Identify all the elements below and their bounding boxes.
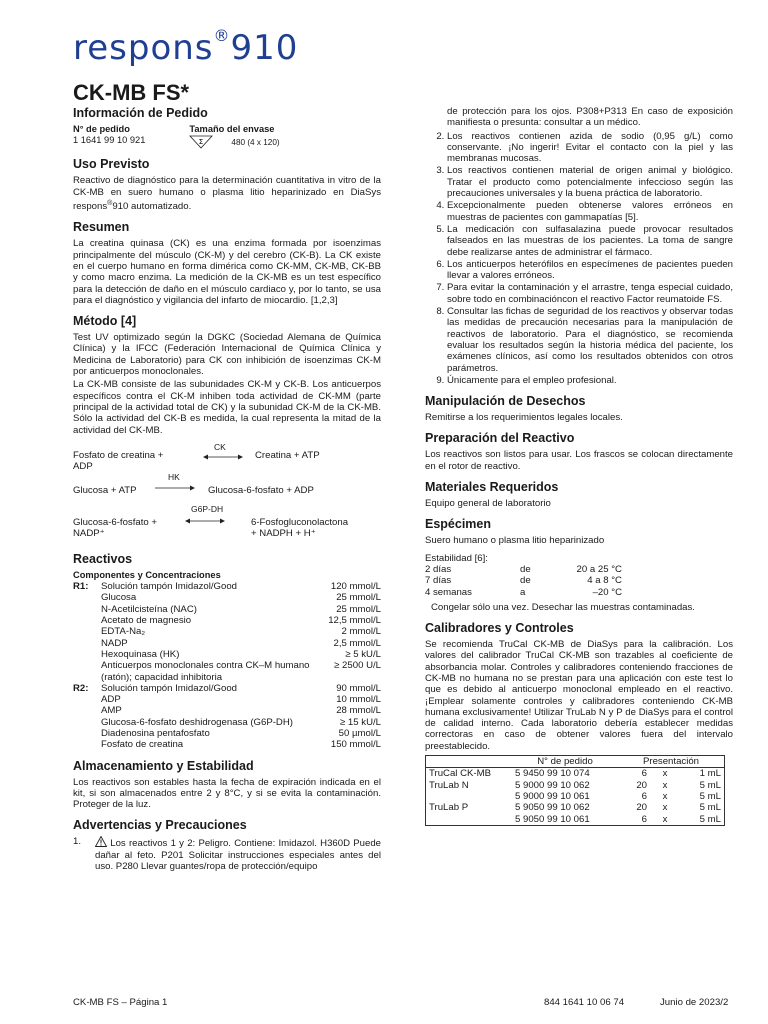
cal-volume: 5 mL (699, 802, 721, 814)
reagent-name: Glucosa-6-fosfato deshidrogenasa (G6P-DH) (101, 716, 293, 728)
reaction-enzyme: CK (214, 441, 226, 452)
reagent-code: R1: (73, 581, 89, 593)
reaction-right-2: + NADPH + H⁺ (251, 527, 316, 539)
reagent-code (73, 592, 101, 603)
reaction-enzyme: G6P-DH (191, 503, 224, 514)
reaction-g6pdh (73, 504, 381, 544)
cal-order: 5 9000 99 10 062 (515, 779, 590, 791)
reagent-concentration: 12,5 mmol/L (328, 615, 381, 627)
warning-item: 5. La medicación con sulfasalazina puede provocar resultados falseados en las muestras de los pacientes. La toma de sangre debe realizarse antes de administrar el fármaco. (447, 224, 733, 258)
stability-table (425, 564, 622, 598)
storage-text: Los reactivos son estables hasta la fecha de expiración indicada en el kit, si son almacenados entre 2 y 8°C, y si se evita la contaminación. Proteger de la luz. (73, 776, 381, 811)
cal-product: TruLab N (429, 779, 469, 791)
cal-x: x (662, 768, 668, 780)
reaction-right: Glucosa-6-fosfato + ADP (208, 484, 314, 496)
warning-item-1-continued: de protección para los ojos. P308+P313 En caso de exposición manifiesta o presunta: consultar a un médico. (447, 106, 733, 129)
specimen-note: Congelar sólo una vez. Desechar las muestras contaminadas. (431, 601, 695, 613)
reagent-code (73, 705, 101, 716)
reagent-code (73, 660, 101, 683)
summary-text: La creatina quinasa (CK) es una enzima formada por isoenzimas principalmente del músculo (CK-M) y del cerebro (CK-B). La CK existe en el cuerpo humano en forma dimérica como CK-MM, CK-MB, CK-BB y como macro enzima. La medición de la CK-MB es un test específico para la detección de daño en el músculo cardiaco y, por lo tanto, se usa para el diagnóstico y vigilancia del infarto de miocardio. [1,2,3] (73, 238, 381, 306)
cal-qty: 6 (641, 768, 647, 780)
calibrator-row (426, 768, 725, 780)
reagent-name: Diadenosina pentafosfato (101, 727, 210, 739)
reagent-concentration: 25 mmol/L (336, 603, 381, 615)
reagent-concentration: 50 µmol/L (338, 727, 381, 739)
reagent-row (73, 683, 381, 694)
reagent-row (73, 705, 381, 716)
reaction-hk (73, 472, 381, 498)
equilibrium-arrow-icon (185, 517, 225, 525)
reaction-left: Fosfato de creatina + (73, 449, 164, 461)
reagent-code (73, 626, 101, 637)
calibrators-heading: Calibradores y Controles (425, 621, 574, 636)
reagent-row (73, 615, 381, 626)
reaction-left: Glucosa-6-fosfato + (73, 516, 157, 528)
reaction-right: Creatina + ATP (255, 449, 320, 461)
cal-volume: 1 mL (699, 768, 721, 780)
sum-symbol-icon (189, 135, 213, 149)
order-info (73, 124, 381, 149)
reagent-row (73, 649, 381, 660)
reagent-name: Fosfato de creatina (101, 739, 184, 751)
reagents-table (73, 581, 381, 750)
warning-item-1: 1. Los reactivos 1 y 2: Peligro. Contiene: Imidazol. H360D Puede dañar al feto. P201 Solicitar instrucciones especiales antes del uso. P280 Llevar guantes/ropa de protección/equipo (73, 836, 381, 873)
reagent-concentration: 120 mmol/L (330, 581, 381, 593)
reagent-name: AMP (101, 705, 122, 717)
order-info-heading: Información de Pedido (73, 106, 208, 120)
cal-qty: 6 (641, 813, 647, 825)
cal-order: 5 9000 99 10 061 (515, 790, 590, 802)
forward-arrow-icon (155, 484, 195, 492)
pack-size-label: Tamaño del envase (189, 124, 275, 134)
reagent-name: Solución tampón Imidazol/Good (101, 682, 237, 694)
reagent-concentration: 25 mmol/L (336, 592, 381, 604)
warning-item-1-text: Los reactivos 1 y 2: Peligro. Contiene: Imidazol. H360D Puede dañar al feto. P201 Solicitar instrucciones especiales antes del uso. P280 Llevar guantes/ropa de protección/equipo (95, 838, 381, 873)
stability-label: Estabilidad [6]: (425, 552, 488, 564)
reaction-left: Glucosa + ATP (73, 484, 137, 496)
reagent-name: Anticuerpos monoclonales contra CK–M humano (ratón); capacidad inhibitoria (101, 660, 310, 683)
warning-item: 3. Los reactivos contienen material de origen animal y biológico. Tratar el producto como potencialmente infeccioso según las precauciones universales y la buena práctica de laboratorio. (447, 165, 733, 199)
cal-product: TruLab P (429, 802, 469, 814)
reagent-name: Solución tampón Imidazol/Good (101, 581, 237, 593)
warning-item: 8. Consultar las fichas de seguridad de los reactivos y observar todas las medidas de precaución necesarias para la manipulación de reactivos de laboratorio. Para el diagnóstico, se recomienda evaluar los resultados según la historia médica del paciente, los exámenes clínicos, así como los resultados obtenidos con otros parámetros. (447, 306, 733, 374)
reagent-row (73, 604, 381, 615)
equilibrium-arrow-icon (203, 453, 243, 461)
reagent-concentration: 2 mmol/L (341, 626, 381, 638)
reagent-row (73, 728, 381, 739)
reagent-concentration: ≥ 15 kU/L (340, 716, 381, 728)
method-text-1: Test UV optimizado según la DGKC (Sociedad Alemana de Química Clínica) y la IFCC (Federación Internacional de Química Clínica y Medicina de Laboratorio) para CK con inhibición de isoenzimas CK-M por anticuerpos monoclonales. (73, 332, 381, 378)
reagent-concentration: 150 mmol/L (330, 739, 381, 751)
calibrators-table (425, 755, 725, 826)
cal-x: x (662, 790, 668, 802)
reagent-name: NADP (101, 637, 128, 649)
reagent-code: R2: (73, 682, 89, 694)
reagent-code (73, 739, 101, 750)
waste-heading: Manipulación de Desechos (425, 394, 586, 409)
calibrator-row (426, 780, 725, 791)
cal-product: TruCal CK-MB (429, 768, 492, 780)
stability-prep: de (520, 575, 531, 587)
reagents-subheading: Componentes y Concentraciones (73, 569, 221, 580)
reagent-name: Acetato de magnesio (101, 615, 192, 627)
warning-item: 4. Excepcionalmente pueden obtenerse valores erróneos en muestras de pacientes con gammapatías [5]. (447, 200, 733, 223)
stability-time: 2 días (425, 563, 452, 575)
stability-row (425, 575, 622, 586)
method-heading: Método [4] (73, 314, 137, 329)
cal-volume: 5 mL (699, 790, 721, 802)
reagent-code (73, 615, 101, 626)
cal-header-presentation: Presentación (618, 756, 725, 768)
cal-x: x (662, 802, 668, 814)
reagent-concentration: 2,5 mmol/L (333, 637, 381, 649)
stability-row (425, 564, 622, 575)
specimen-heading: Espécimen (425, 517, 492, 532)
reagent-concentration: ≥ 5 kU/L (345, 648, 381, 660)
reaction-left-2: ADP (73, 460, 93, 472)
cal-volume: 5 mL (699, 813, 721, 825)
stability-temp: 4 a 8 °C (587, 575, 622, 587)
materials-text: Equipo general de laboratorio (425, 498, 551, 510)
stability-time: 7 días (425, 575, 452, 587)
reagent-code (73, 728, 101, 739)
reagent-code (73, 717, 101, 728)
waste-text: Remitirse a los requerimientos legales locales. (425, 412, 623, 424)
summary-heading: Resumen (73, 220, 130, 235)
reagent-concentration: ≥ 2500 U/L (334, 660, 381, 672)
logo-brand: respons (73, 28, 214, 68)
storage-heading: Almacenamiento y Estabilidad (73, 758, 254, 773)
footer-page: CK-MB FS – Página 1 (73, 997, 168, 1008)
reagent-name: ADP (101, 694, 121, 706)
warnings-heading: Advertencias y Precauciones (73, 818, 247, 833)
reaction-enzyme: HK (168, 471, 180, 482)
cal-x: x (662, 813, 668, 825)
cal-x: x (662, 779, 668, 791)
warnings-list (425, 131, 733, 387)
reagent-row (73, 626, 381, 637)
reagents-heading: Reactivos (73, 551, 133, 566)
stability-time: 4 semanas (425, 586, 472, 598)
right-column (425, 106, 733, 826)
reagent-row (73, 581, 381, 592)
sum-symbol-text: Σ (199, 138, 204, 147)
preparation-text: Los reactivos son listos para usar. Los frascos se colocan directamente en el rotor de reactivo. (425, 449, 733, 472)
warning-item: 2. Los reactivos contienen azida de sodio (0,95 g/L) como conservante. ¡No ingerir! Evitar el contacto con la piel y las membranas mucosas. (447, 131, 733, 165)
footer-date: Junio de 2023/2 (660, 997, 729, 1008)
reagent-code (73, 694, 101, 705)
stability-prep: a (520, 586, 526, 598)
calibrator-row (426, 814, 725, 826)
left-column (73, 106, 381, 874)
cal-qty: 20 (636, 779, 647, 791)
reagent-concentration: 28 mmol/L (336, 705, 381, 717)
cal-qty: 6 (641, 790, 647, 802)
warning-triangle-icon (95, 836, 107, 847)
stability-row (425, 587, 622, 598)
warning-item: 7. Para evitar la contaminación y el arrastre, tenga especial cuidado, sobre todo en combinacióncon el reactivo Factor reumatoide FS. (447, 282, 733, 305)
calibrator-row (426, 802, 725, 813)
reagent-concentration: 10 mmol/L (336, 694, 381, 706)
cal-order: 5 9450 99 10 074 (515, 768, 590, 780)
reagent-name: Hexoquinasa (HK) (101, 648, 180, 660)
order-number-label: N° de pedido (73, 124, 130, 134)
reagent-concentration: 90 mmol/L (336, 682, 381, 694)
reagent-code (73, 649, 101, 660)
calibrator-row (426, 791, 725, 802)
reagent-row (73, 592, 381, 603)
reagent-name: N-Acetilcisteína (NAC) (101, 603, 197, 615)
brand-logo (73, 25, 299, 68)
stability-temp: 20 a 25 °C (576, 563, 622, 575)
cal-header-order: N° de pedido (512, 756, 618, 768)
order-number-value: 1 1641 99 10 921 (73, 135, 146, 146)
cal-qty: 20 (636, 802, 647, 814)
pack-size-value: 480 (4 x 120) (231, 137, 280, 147)
warning-item: 9. Únicamente para el empleo profesional. (447, 375, 733, 386)
calibrators-text: Se recomienda TruCal CK-MB de DiaSys para la calibración. Los valores del calibrador TruCal CK-MB son trazables al coeficiente de absorbancia molar. Controles y calibradores conteniendo fracciones de CK-MB no humana no se prestan para una aplicación con este test lo que es debido al anticuerpo monoclonal empleado en el reactivo. ¡Emplear solamente controles y calibradores conteniendo CK-MB humana exclusivamente! Utilizar TruLab N y P de DiaSys para el control de calidad interno. Cada laboratorio debería establecer medidas correctoras en caso de obtener valores fuera del intervalo preestablecido. (425, 639, 733, 752)
logo-reg-mark: ® (213, 25, 231, 45)
materials-heading: Materiales Requeridos (425, 480, 559, 495)
reagent-row (73, 717, 381, 728)
preparation-heading: Preparación del Reactivo (425, 431, 575, 446)
logo-model: 910 (230, 28, 299, 68)
reagent-row (73, 739, 381, 750)
cal-order: 5 9050 99 10 061 (515, 813, 590, 825)
warning-item: 6. Los anticuerpos heterófilos en especímenes de pacientes pueden llevar a valores erróneos. (447, 259, 733, 282)
cal-volume: 5 mL (699, 779, 721, 791)
reagent-name: EDTA-Na₂ (101, 626, 146, 638)
reaction-right: 6-Fosfogluconolactona (251, 516, 349, 528)
specimen-text: Suero humano o plasma litio heparinizado (425, 535, 605, 547)
stability-temp: –20 °C (592, 586, 622, 598)
reaction-left-2: NADP⁺ (73, 527, 105, 539)
intended-use-text: Reactivo de diagnóstico para la determinación cuantitativa in vitro de la CK-MB en suero humano o plasma litio heparinizado en DiaSys respons®910 automatizado. (73, 175, 381, 213)
cal-order: 5 9050 99 10 062 (515, 802, 590, 814)
reagent-name: Glucosa (101, 592, 137, 604)
method-text-2: La CK-MB consiste de las subunidades CK-M y CK-B. Los anticuerpos específicos contra el CK-M inhiben toda actividad de CK-MM (parte principal de la actividad total de CK) y la subunidad CK-M de la CK-MB. Sólo la actividad del CK-B es medida, la cual representa la mitad de la actividad del CK-MB. (73, 379, 381, 436)
footer-code: 844 1641 10 06 74 (544, 997, 625, 1008)
cal-product (426, 791, 513, 802)
intended-use-heading: Uso Previsto (73, 157, 150, 172)
reagent-code (73, 604, 101, 615)
reagent-row (73, 638, 381, 649)
document-title: CK-MB FS* (73, 80, 190, 105)
stability-prep: de (520, 563, 531, 575)
reagent-code (73, 638, 101, 649)
reaction-ck (73, 442, 381, 472)
cal-product (426, 814, 513, 826)
reagent-row (73, 694, 381, 705)
reagent-row (73, 660, 381, 683)
